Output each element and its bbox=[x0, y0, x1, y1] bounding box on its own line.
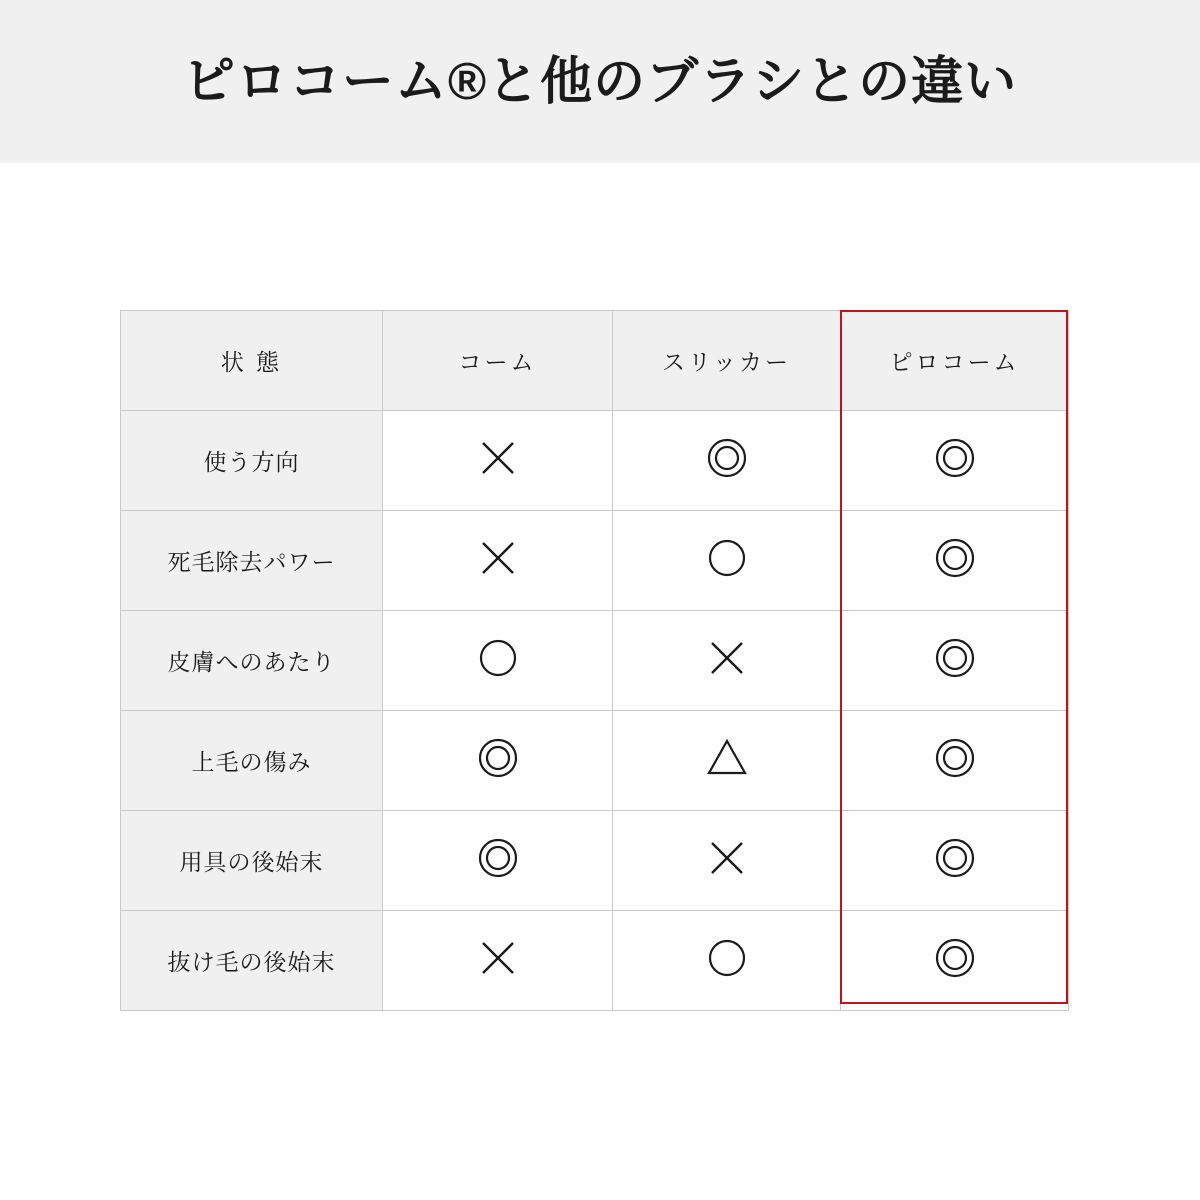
row-label: 抜け毛の後始末 bbox=[121, 911, 383, 1011]
column-header-comb: コーム bbox=[383, 311, 613, 411]
cell-pillocomb-3 bbox=[841, 611, 1069, 711]
triangle-icon bbox=[705, 736, 749, 780]
table-body bbox=[121, 411, 1069, 1011]
double-circle-icon bbox=[933, 536, 977, 580]
column-header-state: 状 態 bbox=[121, 311, 383, 411]
table-row bbox=[121, 611, 1069, 711]
table-row bbox=[121, 411, 1069, 511]
double-circle-icon bbox=[933, 836, 977, 880]
double-circle-icon bbox=[933, 636, 977, 680]
cross-icon bbox=[705, 836, 749, 880]
page-title: ピロコーム®と他のブラシとの違い bbox=[182, 52, 1018, 111]
row-label: 用具の後始末 bbox=[121, 811, 383, 911]
table-header-row bbox=[121, 311, 1069, 411]
table-row bbox=[121, 811, 1069, 911]
cell-comb-1 bbox=[383, 411, 613, 511]
column-header-pillocomb: ピロコーム bbox=[841, 311, 1069, 411]
comparison-table bbox=[120, 310, 1069, 1011]
cross-icon bbox=[476, 536, 520, 580]
cell-slicker-1 bbox=[613, 411, 841, 511]
double-circle-icon bbox=[933, 436, 977, 480]
cell-pillocomb-4 bbox=[841, 711, 1069, 811]
double-circle-icon bbox=[705, 436, 749, 480]
cell-pillocomb-2 bbox=[841, 511, 1069, 611]
row-label: 死毛除去パワー bbox=[121, 511, 383, 611]
comparison-table-wrap bbox=[120, 310, 1068, 1011]
cell-pillocomb-1 bbox=[841, 411, 1069, 511]
cell-pillocomb-6 bbox=[841, 911, 1069, 1011]
circle-icon bbox=[705, 936, 749, 980]
cell-slicker-6 bbox=[613, 911, 841, 1011]
table-row bbox=[121, 911, 1069, 1011]
cell-comb-2 bbox=[383, 511, 613, 611]
circle-icon bbox=[476, 636, 520, 680]
circle-icon bbox=[705, 536, 749, 580]
cell-comb-5 bbox=[383, 811, 613, 911]
double-circle-icon bbox=[933, 736, 977, 780]
cross-icon bbox=[476, 936, 520, 980]
cell-comb-4 bbox=[383, 711, 613, 811]
column-header-slicker: スリッカー bbox=[613, 311, 841, 411]
cross-icon bbox=[705, 636, 749, 680]
row-label: 使う方向 bbox=[121, 411, 383, 511]
row-label: 上毛の傷み bbox=[121, 711, 383, 811]
cell-comb-3 bbox=[383, 611, 613, 711]
double-circle-icon bbox=[476, 736, 520, 780]
header-band bbox=[0, 0, 1200, 163]
table-header bbox=[121, 311, 1069, 411]
cell-slicker-5 bbox=[613, 811, 841, 911]
table-row bbox=[121, 511, 1069, 611]
row-label: 皮膚へのあたり bbox=[121, 611, 383, 711]
cell-slicker-4 bbox=[613, 711, 841, 811]
table-row bbox=[121, 711, 1069, 811]
cell-slicker-2 bbox=[613, 511, 841, 611]
cell-pillocomb-5 bbox=[841, 811, 1069, 911]
cell-comb-6 bbox=[383, 911, 613, 1011]
double-circle-icon bbox=[933, 936, 977, 980]
cell-slicker-3 bbox=[613, 611, 841, 711]
double-circle-icon bbox=[476, 836, 520, 880]
cross-icon bbox=[476, 436, 520, 480]
